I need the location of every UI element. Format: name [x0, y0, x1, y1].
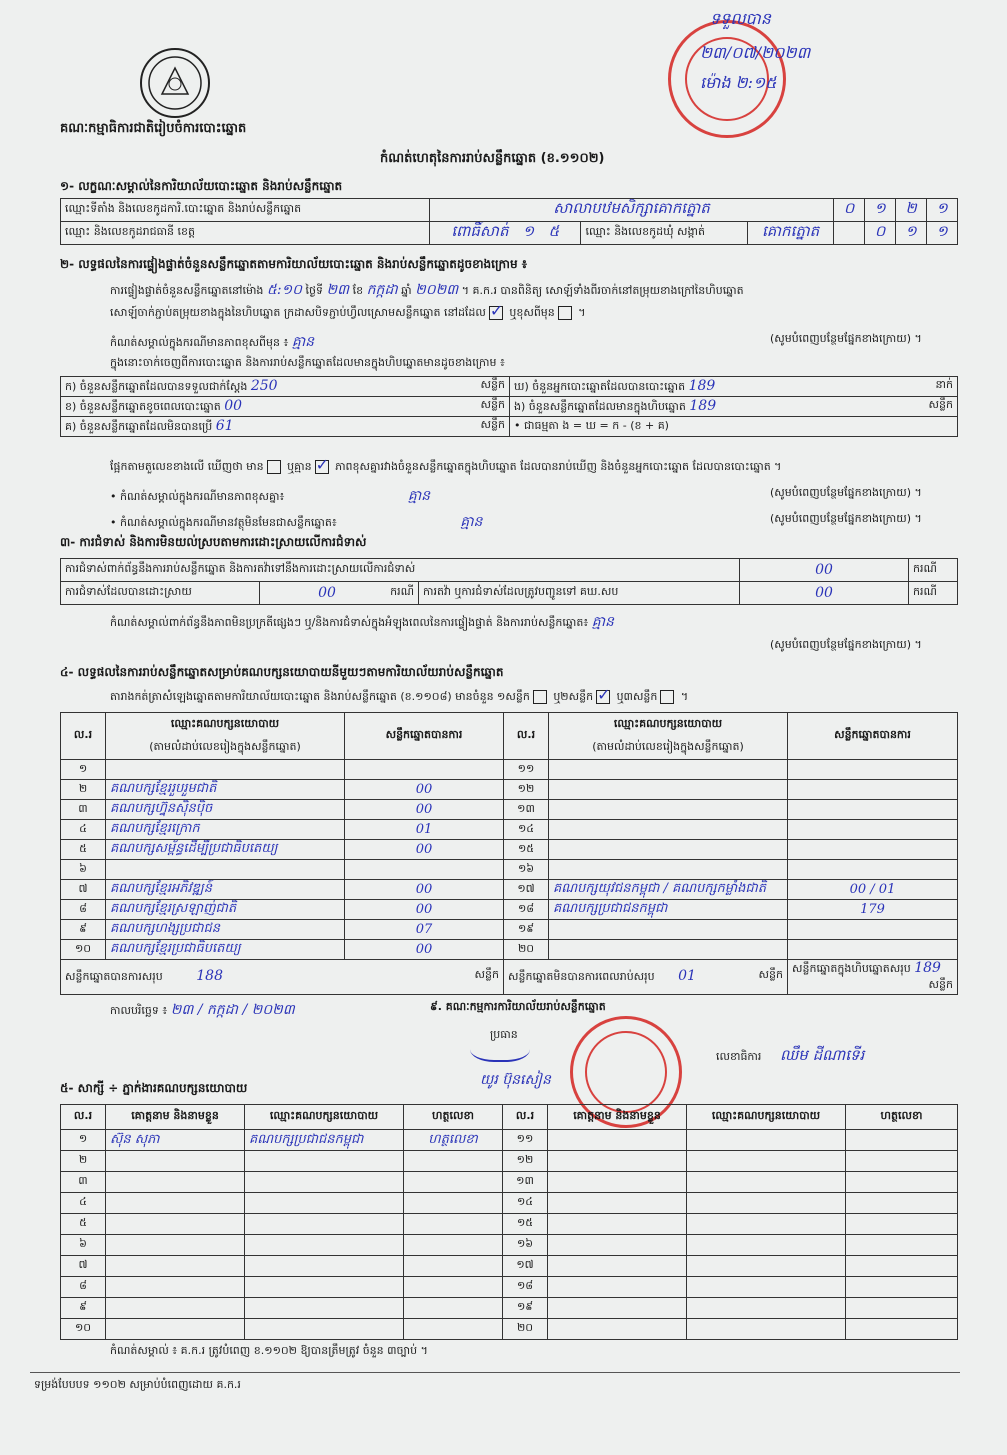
witness-name: [106, 1214, 245, 1235]
witness-signature: [846, 1130, 958, 1151]
table-row: [61, 1319, 958, 1340]
row-number: ៣: [61, 800, 106, 820]
row-number: ១៩: [504, 920, 549, 940]
party-votes: 00 / 01: [788, 880, 958, 900]
witness-signature: [404, 1256, 503, 1277]
witness-name: [106, 1193, 245, 1214]
witness-name: [548, 1151, 687, 1172]
section-4-title: ៤- លទ្ធផលនៃការរាប់សន្លឹកឆ្នោតសម្រាប់គណបក្សនយោបាយនីមួយៗតាមការិយាល័យរាប់សន្លឹកឆ្នោត: [60, 665, 504, 679]
table-row: [61, 1298, 958, 1319]
party-votes: [788, 940, 958, 960]
party-votes: 00: [345, 800, 504, 820]
three-sheets-checkbox[interactable]: [660, 690, 674, 704]
party-votes: 179: [788, 900, 958, 920]
stamp-date: ២៣/០៧/២០២៣: [700, 43, 811, 62]
secretary-name: ឈឹម ដីណាទើរ: [780, 1046, 865, 1064]
party-votes: 00: [345, 880, 504, 900]
witness-name: [548, 1319, 687, 1340]
col-name: គោត្តនាម និងនាមខ្លួន: [548, 1105, 687, 1130]
code-digit: ១: [896, 222, 927, 245]
chair-name: យូរ ប៊ុនសៀន: [480, 1072, 551, 1088]
note-tail: (សូមបំពេញបន្ថែមផ្នែកខាងក្រោយ) ។: [770, 332, 922, 345]
witness-name: [106, 1319, 245, 1340]
witness-name: [548, 1193, 687, 1214]
discrepancy-line: ផ្អែកតាមតួលេខខាងលើ ឃើញថា មាន ឬគ្មាន✓ ភាពខុសគ្នារវាងចំនួនសន្លឹកឆ្នោតក្នុងហិបឆ្នោត ដែលបានរាប់ឃើញ និងចំនួនអ្នកបោះឆ្នោត ដែលបានបោះឆ្នោត ។: [110, 460, 781, 476]
row-number: ១៤: [503, 1193, 548, 1214]
witness-name: [106, 1277, 245, 1298]
row-number: ១២: [504, 780, 549, 800]
party-votes: [788, 840, 958, 860]
row-number: ១: [61, 760, 106, 780]
resolved-count: 00 ករណី: [260, 582, 419, 605]
witness-signature: [404, 1214, 503, 1235]
row-number: ១៩: [503, 1298, 548, 1319]
col-party: ឈ្មោះគណបក្សនយោបាយ: [687, 1105, 846, 1130]
table-row: [61, 880, 958, 900]
witness-party: [687, 1214, 846, 1235]
witness-name: [548, 1298, 687, 1319]
party-votes: 00: [345, 940, 504, 960]
table-row: [61, 900, 958, 920]
witness-signature: [404, 1235, 503, 1256]
party-votes: [788, 800, 958, 820]
unused-ballots: គ) ចំនួនសន្លឹកឆ្នោតដែលមិនបានប្រើ 61 សន្លឹក: [61, 417, 510, 437]
row-number: ១៨: [503, 1277, 548, 1298]
witness-table: [60, 1104, 958, 1340]
col-party: ឈ្មោះគណបក្សនយោបាយ: [245, 1105, 404, 1130]
spoiled-ballots: ខ) ចំនួនសន្លឹកឆ្នោតខូចពេលបោះឆ្នោត 00 សន្លឹក: [61, 397, 510, 417]
party-votes: [788, 760, 958, 780]
row-number: ១៦: [504, 860, 549, 880]
party-name: [549, 780, 788, 800]
unit: ករណី: [909, 559, 958, 582]
party-votes: 07: [345, 920, 504, 940]
province-value: ពោធិ៍សាត់ ១ ៥: [430, 222, 581, 245]
party-votes: 00: [345, 900, 504, 920]
witness-party: [245, 1298, 404, 1319]
witness-party: [245, 1193, 404, 1214]
table-row: [61, 1130, 958, 1151]
irregularity-tail: (សូមបំពេញបន្ថែមផ្នែកខាងក្រោយ) ។: [770, 638, 922, 651]
unit: ករណី: [909, 582, 958, 605]
ballot-count-table: [60, 376, 958, 437]
witness-party: [687, 1151, 846, 1172]
witness-party: [245, 1214, 404, 1235]
witness-party: [687, 1235, 846, 1256]
total-box: សន្លឹកឆ្នោតក្នុងហិបឆ្នោតសរុប 189 សន្លឹក: [788, 960, 958, 995]
row-number: ៣: [61, 1172, 106, 1193]
col-party: ឈ្មោះគណបក្សនយោបាយ: [106, 713, 345, 737]
col-no: ល.រ: [61, 1105, 106, 1130]
party-name: គណបក្សខ្មែរស្រឡាញ់ជាតិ: [106, 900, 345, 920]
commune-label: ឈ្មោះ និងលេខកូដឃុំ សង្កាត់: [581, 222, 748, 245]
witness-signature: [404, 1151, 503, 1172]
row-number: ១៦: [503, 1235, 548, 1256]
witness-party: [245, 1151, 404, 1172]
objection-label: ការជំទាស់ពាក់ព័ន្ធនឹងការរាប់សន្លឹកឆ្នោត និងការតវ៉ាទៅនឹងការដោះស្រាយលើការជំទាស់: [61, 559, 740, 582]
table-row: [61, 840, 958, 860]
table-row: [61, 800, 958, 820]
witness-signature: [404, 1319, 503, 1340]
row-number: ៨: [61, 900, 106, 920]
objection-count: 00: [740, 559, 909, 582]
row-number: ៥: [61, 1214, 106, 1235]
witness-name: [106, 1235, 245, 1256]
party-votes: 01: [345, 820, 504, 840]
row-number: ១១: [503, 1130, 548, 1151]
witness-name: [548, 1130, 687, 1151]
party-name: គណបក្សសម្ព័ន្ធដើម្បីប្រជាធិបតេយ្យ: [106, 840, 345, 860]
row-number: ១៣: [503, 1172, 548, 1193]
has-diff-checkbox[interactable]: [267, 460, 281, 474]
result-date: កាលបរិច្ឆេទ ៖ ២៣ / កក្កដា / ២០២៣: [110, 1002, 295, 1018]
witness-name: [548, 1256, 687, 1277]
party-name: [549, 920, 788, 940]
table-row: [61, 1277, 958, 1298]
witness-party: [245, 1277, 404, 1298]
row-number: ២០: [503, 1319, 548, 1340]
section-5-title: ៥- សាក្សី ÷ ភ្នាក់ងារគណបក្សនយោបាយ: [60, 1081, 248, 1095]
unchanged-checkbox[interactable]: [489, 306, 503, 320]
witness-party: [245, 1172, 404, 1193]
row-number: ៦: [61, 860, 106, 880]
change-note-line: កំណត់សម្គាល់ក្នុងករណីមានភាពខុសពីមុន ៖ គ្មាន: [110, 334, 315, 350]
col-party-sub: (តាមលំដាប់លេខរៀងក្នុងសន្លឹកឆ្នោត): [106, 736, 345, 760]
row-number: ៦: [61, 1235, 106, 1256]
chair-label: ប្រធាន: [490, 1028, 518, 1041]
party-votes: [788, 860, 958, 880]
witness-party: [687, 1256, 846, 1277]
footer-divider: [30, 1372, 960, 1373]
table-row: [61, 760, 958, 780]
forwarded-label: ការតវ៉ា ឬការជំទាស់ដែលត្រូវបញ្ជូនទៅ គឃ.សប: [419, 582, 740, 605]
forwarded-count: 00: [740, 582, 909, 605]
witness-signature: [846, 1193, 958, 1214]
code-digit: ០: [834, 199, 865, 222]
witness-signature: ហត្ថលេខា: [404, 1130, 503, 1151]
table-row: [61, 860, 958, 880]
code-digit: ១: [865, 199, 896, 222]
table-row: [61, 780, 958, 800]
witness-signature: [846, 1235, 958, 1256]
witness-signature: [404, 1277, 503, 1298]
row-number: ២: [61, 780, 106, 800]
col-no: ល.រ: [504, 713, 549, 760]
table-row: [61, 1172, 958, 1193]
col-no: ល.រ: [503, 1105, 548, 1130]
section-3-title: ៣- ការជំទាស់ និងការមិនយល់ស្របតាមការដោះស្រាយលើការជំទាស់: [60, 535, 367, 549]
section-2-title: ២- លទ្ធផលនៃការផ្ទៀងផ្ទាត់ចំនួនសន្លឹកឆ្នោតតាមការិយាល័យបោះឆ្នោត និងរាប់សន្លឹកឆ្នោតដូចខាងក្រោម ៖: [60, 257, 528, 271]
total-invalid: សន្លឹកឆ្នោតមិនបានការពេលរាប់សរុប 01 សន្លឹក: [504, 960, 788, 995]
table-row: [61, 1256, 958, 1277]
party-name: [106, 860, 345, 880]
commune-value: គោកត្នោត: [748, 222, 834, 245]
stamp-note: ទទួលបាន: [710, 9, 771, 28]
party-name: [549, 800, 788, 820]
col-party: ឈ្មោះគណបក្សនយោបាយ: [549, 713, 788, 737]
table-row: [61, 1193, 958, 1214]
witness-party: គណបក្សប្រជាជនកម្ពុជា: [245, 1130, 404, 1151]
witness-signature: [404, 1172, 503, 1193]
party-votes: [788, 820, 958, 840]
party-name: គណបក្សខ្មែររួបរួមជាតិ: [106, 780, 345, 800]
tally-sheet-line: តារាងកត់ត្រាសំឡេងឆ្នោតតាមការិយាល័យបោះឆ្នោត និងរាប់សន្លឹកឆ្នោត (ខ.១១០៨) មានចំនួន ១សន្លឹក ឬ២សន្លឹក✓ ឬ៣សន្លឹក ។: [110, 690, 688, 706]
form-title: កំណត់ហេតុនៃការរាប់សន្លឹកឆ្នោត (ខ.១១០២): [380, 151, 605, 166]
witness-name: [548, 1172, 687, 1193]
row-number: ១៥: [503, 1214, 548, 1235]
table-row: [61, 820, 958, 840]
witness-signature: [404, 1298, 503, 1319]
party-name: [549, 840, 788, 860]
witness-name: [548, 1235, 687, 1256]
row-number: ៧: [61, 880, 106, 900]
row-number: ៩: [61, 1298, 106, 1319]
witness-party: [687, 1277, 846, 1298]
party-votes: [788, 780, 958, 800]
party-votes: [345, 860, 504, 880]
witness-signature: [846, 1214, 958, 1235]
row-number: ១០: [61, 940, 106, 960]
diff-note: • កំណត់សម្គាល់ក្នុងករណីមានភាពខុសគ្នា៖ គ្មាន: [110, 488, 431, 504]
no-diff-checkbox[interactable]: [315, 460, 329, 474]
party-name: [549, 760, 788, 780]
row-number: ១៧: [504, 880, 549, 900]
party-name: គណបក្សខ្មែរអភិវឌ្ឍន៍: [106, 880, 345, 900]
witness-name: [548, 1277, 687, 1298]
row-number: ៤: [61, 820, 106, 840]
witness-party: [687, 1298, 846, 1319]
party-name: គណបក្សយុវជនកម្ពុជា / គណបក្សកម្លាំងជាតិ: [549, 880, 788, 900]
voters-count: ឃ) ចំនួនអ្នកបោះឆ្នោតដែលបានបោះឆ្នោត 189 នាក់: [510, 377, 958, 397]
org-name: គណៈកម្មាធិការជាតិរៀបចំការបោះឆ្នោត: [60, 121, 247, 136]
party-name: គណបក្សហង្សប្រជាជន: [106, 920, 345, 940]
row-number: ១៥: [504, 840, 549, 860]
total-valid: សន្លឹកឆ្នោតបានការសរុប 188 សន្លឹក: [61, 960, 504, 995]
witness-name: [106, 1298, 245, 1319]
witness-name: [106, 1172, 245, 1193]
witness-signature: [404, 1193, 503, 1214]
witness-party: [245, 1256, 404, 1277]
witness-party: [687, 1130, 846, 1151]
party-name: [106, 760, 345, 780]
foreign-object-note: • កំណត់សម្គាល់ក្នុងករណីមានវត្ថុមិនមែនជាសន្លឹកឆ្នោត៖ គ្មាន: [110, 514, 483, 530]
code-digit: ១: [927, 222, 958, 245]
witness-party: [687, 1193, 846, 1214]
party-votes: 00: [345, 840, 504, 860]
witness-signature: [846, 1256, 958, 1277]
col-votes: សន្លឹកឆ្នោតបានការ: [345, 713, 504, 760]
witness-party: [687, 1319, 846, 1340]
row-number: ១៤: [504, 820, 549, 840]
verify-line: ការផ្ទៀងផ្ទាត់ចំនួនសន្លឹកឆ្នោតនៅម៉ោង ៥:១០ ថ្ងៃទី ២៣ ខែ កក្កដា ឆ្នាំ ២០២៣ ។ គ.ក.រ បានពិនិត្យ សោឡ៍ទាំងពីរចាក់នៅតម្រុយខាងក្រៅនៃហិបឆ្នោត: [110, 282, 744, 298]
party-name: គណបក្សហ្វ៊ុនស៊ិនប៉ិច: [106, 800, 345, 820]
party-name: [549, 940, 788, 960]
row-number: ១៧: [503, 1256, 548, 1277]
party-results-table: [60, 712, 958, 995]
row-number: ១១: [504, 760, 549, 780]
two-sheets-checkbox[interactable]: [596, 690, 610, 704]
col-no: ល.រ: [61, 713, 106, 760]
row-number: ១២: [503, 1151, 548, 1172]
resolved-label: ការជំទាស់ដែលបានដោះស្រាយ: [61, 582, 260, 605]
row-number: ៤: [61, 1193, 106, 1214]
col-sign: ហត្ថលេខា: [846, 1105, 958, 1130]
witness-signature: [846, 1172, 958, 1193]
section-1-table: [60, 198, 958, 245]
ballot-intro: ក្នុងនោះចាក់ចេញពីការបោះឆ្នោត និងការរាប់សន្លឹកឆ្នោតដែលមានក្នុងហិបឆ្នោតមានដូចខាងក្រោម ៖: [110, 356, 505, 369]
col-party-sub: (តាមលំដាប់លេខរៀងក្នុងសន្លឹកឆ្នោត): [549, 736, 788, 760]
row-number: ១: [61, 1130, 106, 1151]
row-number: ៧: [61, 1256, 106, 1277]
row-number: ១៨: [504, 900, 549, 920]
row-number: ៩: [61, 920, 106, 940]
witness-name: [106, 1256, 245, 1277]
nec-emblem-icon: [140, 48, 210, 118]
witness-signature: [846, 1298, 958, 1319]
fill-note: កំណត់សម្គាល់ ៖ គ.ក.រ ត្រូវបំពេញ ខ.១១០២ ឱ្យបានត្រឹមត្រូវ ចំនួន ៣ច្បាប់ ។: [110, 1344, 428, 1357]
stamp-time: ម៉ោង ២:១៥: [700, 73, 777, 92]
footer-form-id: ទម្រង់បែបបទ ១១០២ សម្រាប់បំពេញដោយ គ.ក.រ: [34, 1378, 241, 1391]
witness-party: [687, 1172, 846, 1193]
witness-signature: [846, 1319, 958, 1340]
table-row: [61, 920, 958, 940]
irregularity-note: កំណត់សម្គាល់ពាក់ព័ន្ធនឹងភាពមិនប្រក្រតីផ្សេងៗ ឬ/និងការជំទាស់ក្នុងអំឡុងពេលនៃការផ្ទៀងផ្ទាត់ និងការរាប់សន្លឹកឆ្នោត៖ គ្មាន: [110, 614, 614, 630]
witness-signature: [846, 1277, 958, 1298]
col-votes: សន្លឹកឆ្នោតបានការ: [788, 713, 958, 760]
col-name: គោត្តនាម និងនាមខ្លួន: [106, 1105, 245, 1130]
party-name: គណបក្សខ្មែរក្រោក: [106, 820, 345, 840]
box-ballots: ង) ចំនួនសន្លឹកឆ្នោតដែលមានក្នុងហិបឆ្នោត 189 សន្លឹក: [510, 397, 958, 417]
changed-checkbox[interactable]: [558, 306, 572, 320]
one-sheet-checkbox[interactable]: [533, 690, 547, 704]
location-label: ឈ្មោះទីតាំង និងលេខកូដការិ.បោះឆ្នោត និងរាប់សន្លឹកឆ្នោត: [61, 199, 430, 222]
witness-party: [245, 1235, 404, 1256]
row-number: ១០: [61, 1319, 106, 1340]
province-label: ឈ្មោះ និងលេខកូដរាជធានី ខេត្ត: [61, 222, 430, 245]
table-row: [61, 1235, 958, 1256]
row-number: ៨: [61, 1277, 106, 1298]
code-digit: ២: [896, 199, 927, 222]
witness-name: ស៊ុន សុភា: [106, 1130, 245, 1151]
party-name: គណបក្សប្រជាជនកម្ពុជា: [549, 900, 788, 920]
col-sign: ហត្ថលេខា: [404, 1105, 503, 1130]
party-name: គណបក្សខ្មែរប្រជាធិបតេយ្យ: [106, 940, 345, 960]
party-votes: [788, 920, 958, 940]
foreign-note-tail: (សូមបំពេញបន្ថែមផ្នែកខាងក្រោយ) ។: [770, 512, 922, 525]
row-number: ២០: [504, 940, 549, 960]
party-name: [549, 820, 788, 840]
row-number: ២: [61, 1151, 106, 1172]
formula: • ជាធម្មតា ង = ឃ = ក - (ខ + គ): [510, 417, 958, 437]
witness-party: [245, 1319, 404, 1340]
received-ballots: ក) ចំនួនសន្លឹកឆ្នោតដែលបានទទួលជាក់ស្តែង 250 សន្លឹក: [61, 377, 510, 397]
seal-line: សោឡ៍ចាក់ភ្ជាប់តម្រុយខាងក្នុងនៃហិបឆ្នោត ក្រដាសបិទភ្ជាប់ហ្វឹលស្រោមសន្លឹកឆ្នោត នៅដដែល✓ ឬខុសពីមុន ។: [110, 306, 586, 322]
party-votes: 00: [345, 780, 504, 800]
witness-signature: [846, 1151, 958, 1172]
witness-name: [548, 1214, 687, 1235]
table-row: [61, 1214, 958, 1235]
diff-note-tail: (សូមបំពេញបន្ថែមផ្នែកខាងក្រោយ) ។: [770, 486, 922, 499]
party-name: [549, 860, 788, 880]
section-1-title: ១- លក្ខណៈសម្គាល់នៃការិយាល័យបោះឆ្នោត និងរាប់សន្លឹកឆ្នោត: [60, 179, 343, 193]
committee-label: ៩. គណៈកម្មការការិយាល័យរាប់សន្លឹកឆ្នោត: [430, 1000, 606, 1013]
table-row: [61, 940, 958, 960]
code-digit: ០: [865, 222, 896, 245]
row-number: ៥: [61, 840, 106, 860]
code-digit: ១: [927, 199, 958, 222]
party-votes: [345, 760, 504, 780]
location-value: សាលាបឋមសិក្សាគោកត្នោត: [430, 199, 834, 222]
objection-table: [60, 558, 958, 605]
witness-name: [106, 1151, 245, 1172]
secretary-label: លេខាធិការ: [716, 1050, 762, 1063]
chair-signature-icon: [470, 1030, 530, 1062]
table-row: [61, 1151, 958, 1172]
row-number: ១៣: [504, 800, 549, 820]
